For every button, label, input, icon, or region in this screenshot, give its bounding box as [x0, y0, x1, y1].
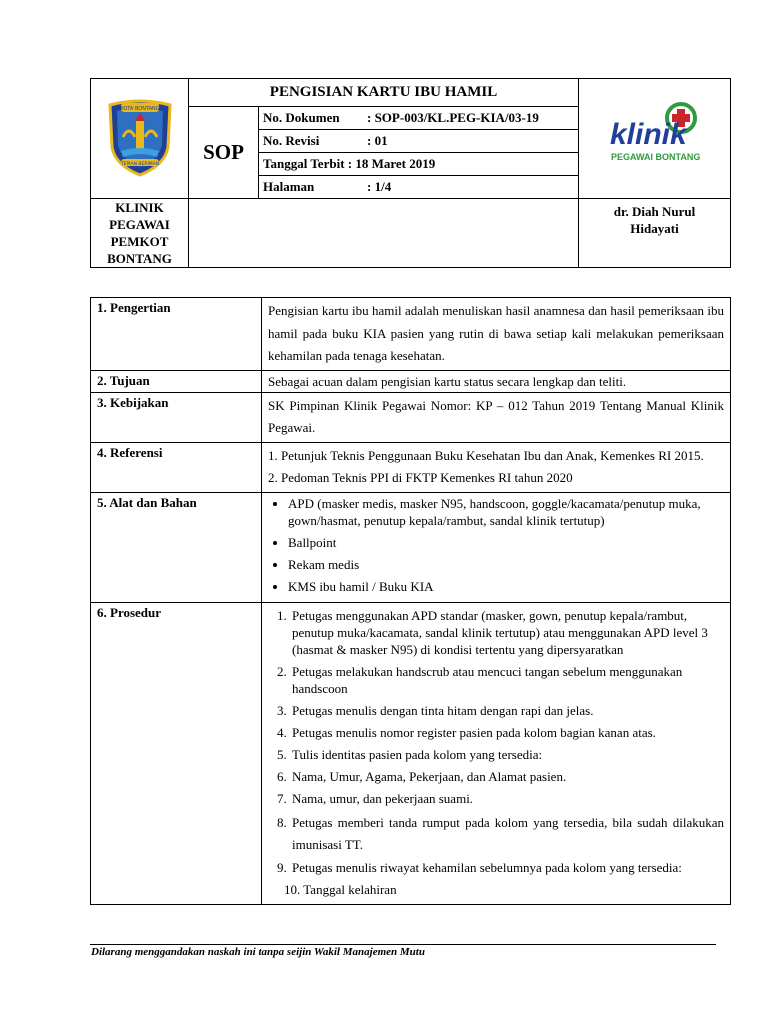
- doc-number-label: No. Dokumen: [263, 110, 340, 125]
- revision-row: [259, 130, 579, 153]
- reference-item: 1. Petunjuk Teknis Penggunaan Buku Kesehatan Ibu dan Anak, Kemenkes RI 2015.: [268, 447, 704, 463]
- footer-note: Dilarang menggandakan naskah ini tanpa seijin Wakil Manajemen Mutu: [91, 946, 425, 958]
- section-tujuan: [91, 370, 731, 392]
- section-label: 3. Kebijakan: [91, 392, 262, 442]
- emblem-top-text: KOTA BONTANG: [119, 106, 160, 112]
- section-text: SK Pimpinan Klinik Pegawai Nomor: KP – 012 Tahun 2019 Tentang Manual Klinik Pegawai.: [262, 392, 731, 442]
- section-label: 6. Prosedur: [91, 602, 262, 904]
- section-label: 2. Tujuan: [91, 370, 262, 392]
- section-kebijakan: [91, 392, 731, 442]
- doc-number-row: [259, 107, 579, 130]
- list-item: 3. Petugas menulis dengan tinta hitam dengan rapi dan jelas.: [290, 702, 724, 719]
- list-item: 1. Petugas menggunakan APD standar (masker, gown, penutup kepala/rambut, penutup muka/kacamata, sandal klinik tertutup) atau menggunakan APD level 3 (hasmat & masker N95) di kondisi tertentu yang dipersyaratkan: [290, 607, 724, 658]
- content-table: [90, 297, 731, 905]
- section-alat: [91, 492, 731, 602]
- list-item: 5. Tulis identitas pasien pada kolom yang tersedia:: [290, 746, 724, 763]
- section-pengertian: [91, 298, 731, 371]
- right-logo-cell: [579, 79, 731, 199]
- org-line: BONTANG: [107, 251, 172, 266]
- emblem-bottom-text: TEPIAN BERIMAN: [120, 162, 159, 167]
- header-table: [90, 78, 731, 268]
- list-item: 10. Tanggal kelahiran: [284, 882, 397, 897]
- organization-cell: [91, 199, 189, 268]
- section-text: Sebagai acuan dalam pengisian kartu status secara lengkap dan teliti.: [262, 370, 731, 392]
- section-referensi: [91, 442, 731, 492]
- section-text: Pengisian kartu ibu hamil adalah menuliskan hasil anamnesa dan hasil pemeriksaan ibu hamil pada buku KIA pasien yang rutin di bawa setiap kali melakukan pemeriksaan kehamilan pada tenaga kesehatan.: [262, 298, 731, 371]
- list-item: • KMS ibu hamil / Buku KIA: [288, 578, 724, 595]
- sop-label: SOP: [189, 107, 259, 199]
- left-logo-cell: [91, 79, 189, 199]
- revision-label: No. Revisi: [263, 133, 320, 148]
- klinik-pegawai-logo: [607, 96, 703, 176]
- signature-blank-cell: [189, 199, 579, 268]
- document-title: PENGISIAN KARTU IBU HAMIL: [189, 79, 579, 107]
- logo-klinik-text: klinik: [609, 118, 687, 151]
- footer-divider: [90, 944, 716, 945]
- signer-line: Hidayati: [630, 221, 679, 236]
- list-item: 8. Petugas memberi tanda rumput pada kolom yang tersedia, bila sudah dilakukan imunisasi TT.: [290, 812, 724, 857]
- org-line: KLINIK: [115, 200, 164, 215]
- signer-cell: [579, 199, 731, 268]
- doc-number-value: : SOP-003/KL.PEG-KIA/03-19: [367, 110, 539, 125]
- list-item: 9. Petugas menulis riwayat kehamilan sebelumnya pada kolom yang tersedia:: [290, 857, 724, 880]
- issue-date-label: Tanggal Terbit: [263, 156, 345, 171]
- section-prosedur: [91, 602, 731, 904]
- logo-sub-text: PEGAWAI BONTANG: [610, 152, 700, 162]
- revision-value: : 01: [367, 133, 388, 148]
- list-item: 2. Petugas melakukan handscrub atau mencuci tangan sebelum menggunakan handscoon: [290, 663, 724, 697]
- org-line: PEGAWAI: [109, 217, 170, 232]
- section-list: [262, 602, 731, 904]
- section-list: [262, 442, 731, 492]
- section-label: 4. Referensi: [91, 442, 262, 492]
- section-list: [262, 492, 731, 602]
- org-line: PEMKOT: [110, 234, 169, 249]
- section-label: 1. Pengertian: [91, 298, 262, 371]
- list-item: 4. Petugas menulis nomor register pasien pada kolom bagian kanan atas.: [290, 724, 724, 741]
- list-item: • Rekam medis: [288, 556, 724, 573]
- list-item: • APD (masker medis, masker N95, handscoon, goggle/kacamata/penutup muka, gown/hasmat, penutup kepala/rambut, sandal klinik tertutup): [288, 495, 724, 529]
- page-value: : 1/4: [367, 179, 392, 194]
- kota-bontang-emblem: [105, 95, 175, 177]
- page-row: [259, 176, 579, 199]
- issue-date-value: : 18 Maret 2019: [347, 156, 436, 171]
- section-label: 5. Alat dan Bahan: [91, 492, 262, 602]
- issue-date-row: [259, 153, 579, 176]
- reference-item: 2. Pedoman Teknis PPI di FKTP Kemenkes RI tahun 2020: [268, 470, 573, 485]
- signer-line: dr. Diah Nurul: [613, 204, 696, 219]
- page-label: Halaman: [263, 179, 315, 194]
- list-item: 6. Nama, Umur, Agama, Pekerjaan, dan Alamat pasien.: [290, 768, 724, 785]
- list-item: 7. Nama, umur, dan pekerjaan suami.: [290, 790, 724, 807]
- list-item: • Ballpoint: [288, 534, 724, 551]
